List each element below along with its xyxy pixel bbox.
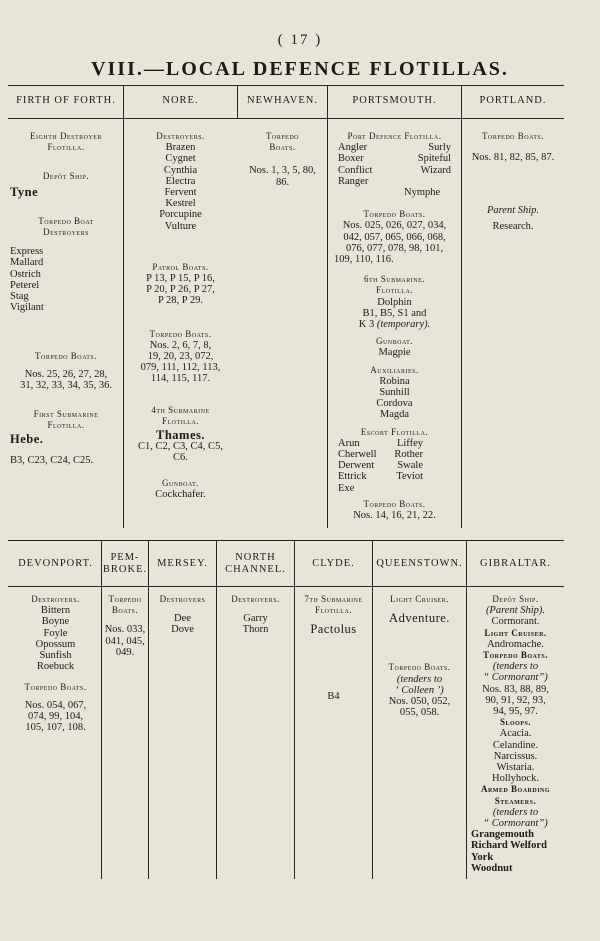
ship-name: Roebuck: [36, 661, 75, 673]
page-title: VIII.—LOCAL DEFENCE FLOTILLAS.: [91, 58, 509, 80]
section-heading: Torpedo Boats.: [482, 650, 549, 661]
boat-numbers: C6.: [173, 452, 188, 464]
boat-numbers: 055, 058.: [399, 707, 440, 719]
section-heading: Destroyers.: [231, 594, 280, 604]
header-north-line: CHANNEL.: [225, 564, 286, 575]
ship-name: Cormorant.: [491, 616, 540, 628]
nore-column: [124, 131, 237, 500]
section-heading: Torpedo Boats.: [149, 328, 212, 339]
ship-name: Brazen: [165, 142, 196, 154]
header-pembroke: [102, 552, 148, 576]
boat-numbers: Nos. 1, 3, 5, 80,: [249, 165, 316, 177]
section-heading: Patrol Boats.: [152, 261, 209, 272]
ship-name: Ranger: [338, 175, 369, 187]
ship-pair: [328, 471, 461, 482]
clyde-column: [295, 594, 372, 702]
section-heading: Parent Ship.: [486, 205, 540, 217]
section-heading: Gunboat.: [161, 477, 200, 488]
ship-pair: [328, 165, 461, 176]
note: “ Cormorant”): [483, 818, 548, 830]
section-heading: Flotilla.: [375, 285, 414, 296]
boat-numbers: C1, C2, C3, C4, C5,: [138, 441, 223, 453]
ship-name: Porcupine: [159, 209, 202, 221]
portsmouth-column: [328, 131, 461, 521]
ship-name: Hebe.: [10, 432, 44, 447]
section-heading: Torpedo Boat: [38, 215, 94, 226]
boat-number: K 3: [358, 319, 375, 331]
ship-name: Mallard: [10, 257, 44, 269]
note: “ Cormorant”): [483, 672, 548, 684]
ship-name: Spiteful: [417, 153, 451, 165]
ship-name: Swale: [397, 460, 423, 472]
ship-name: Express: [10, 246, 44, 258]
note: (temporary).: [376, 319, 431, 331]
ship-name: Wizard: [420, 164, 451, 176]
col-divider: [216, 541, 217, 879]
ship-name: Magda: [379, 409, 410, 421]
ship-name: Celandine.: [492, 739, 539, 751]
ship-name: Opossum: [35, 638, 76, 650]
note: ‘ Colleen ’): [395, 684, 444, 696]
ship-name: Arun: [338, 437, 360, 449]
section-heading: Torpedo: [108, 594, 142, 604]
section-heading: Torpedo Boats.: [34, 351, 97, 362]
ship-name: Hollyhock.: [492, 773, 539, 785]
ship-name: Dolphin: [377, 296, 412, 308]
ship-name: Dee: [174, 613, 191, 625]
ship-name: Magpie: [378, 347, 411, 359]
ship-pair: [328, 438, 461, 449]
ship-name: Vulture: [164, 220, 197, 232]
ship-name: Wistaria.: [496, 762, 535, 774]
ship-name: Sunhill: [379, 387, 410, 399]
ship-name: Cygnet: [165, 153, 196, 165]
ship-name: Derwent: [338, 460, 375, 472]
ship-name: Boxer: [338, 153, 364, 165]
ship-name: Woodnut: [471, 862, 513, 874]
section-heading: Escort Flotilla.: [360, 426, 429, 437]
ship-name: Cynthia: [163, 164, 198, 176]
section-heading: 6th Submarine.: [363, 274, 425, 285]
ship-name: Tyne: [10, 184, 39, 199]
page-number: ( 17 ): [277, 32, 323, 48]
devonport-column: [10, 594, 101, 733]
ship-pair: [328, 153, 461, 164]
boat-numbers: P 20, P 26, P 27,: [146, 284, 215, 296]
north-channel-column: [217, 594, 294, 636]
section-heading: Destroyers: [159, 594, 206, 604]
boat-numbers: 079, 111, 112, 113,: [140, 362, 221, 374]
boat-numbers: Nos. 25, 26, 27, 28,: [24, 368, 108, 380]
section-heading: 4th Submarine: [151, 404, 210, 415]
section-heading: Auxiliaries.: [370, 364, 419, 375]
section-heading: Flotilla.: [314, 605, 353, 616]
note: (Parent Ship).: [485, 605, 546, 617]
boat-numbers: 109, 110, 116.: [334, 254, 394, 266]
ship-name: Ettrick: [338, 471, 367, 483]
ship-name: Surly: [428, 142, 451, 154]
col-divider: [101, 541, 102, 879]
section-heading: 7th Submarine: [304, 594, 363, 604]
ship-pair: [328, 142, 461, 153]
section-heading: Boats.: [269, 142, 296, 153]
section-heading: Boats.: [111, 605, 139, 616]
ship-name: Angler: [338, 142, 368, 154]
note: (tenders to: [492, 661, 539, 673]
section-heading: Steamers.: [494, 795, 537, 806]
gibraltar-column: [467, 594, 564, 874]
header-devonport: DEVONPORT.: [18, 558, 93, 569]
header-nore: NORE.: [162, 95, 199, 106]
boat-numbers: B1, B5, S1 and: [362, 307, 427, 319]
section-heading: Torpedo Boats.: [481, 131, 544, 141]
ship-name: Fervent: [164, 187, 197, 199]
boat-numbers: 94, 95, 97.: [493, 706, 538, 718]
section-heading: Destroyers.: [31, 594, 80, 604]
boat-numbers: [328, 319, 461, 330]
ship-name: Garry: [243, 613, 268, 625]
ship-name: Rother: [394, 449, 423, 461]
ship-name: York: [471, 851, 494, 863]
header-pembroke-line: PEM-: [110, 552, 140, 563]
note: (tenders to: [396, 673, 443, 685]
ship-name: Vigilant: [10, 302, 44, 314]
ship-name: Thames.: [156, 428, 205, 443]
boat-numbers: Nos. 83, 88, 89,: [482, 683, 549, 695]
boat-numbers: Nos. 033,: [104, 624, 146, 636]
boat-numbers: Nos. 025, 026, 027, 034,: [342, 220, 447, 232]
boat-numbers: 105, 107, 108.: [25, 722, 86, 734]
col-divider: [148, 541, 149, 879]
section-heading: Light Cruiser.: [484, 627, 547, 638]
section-heading: Flotilla.: [161, 415, 200, 426]
ship-name: Narcissus.: [493, 750, 538, 762]
boat-numbers: 041, 045,: [105, 635, 145, 647]
ship-name: Bittern: [40, 605, 71, 617]
ship-name: Boyne: [41, 616, 70, 628]
section-heading: Armed Boarding: [480, 784, 551, 795]
boat-numbers: Nos. 14, 16, 21, 22.: [353, 510, 436, 522]
ship-name: Nymphe: [404, 187, 441, 199]
ship-pair: [328, 460, 461, 471]
ship-name: Pactolus: [310, 622, 357, 637]
ship-name: Ostrich: [10, 268, 41, 280]
depot-ship-heading: Depôt Ship.: [42, 171, 90, 182]
ship-name: Liffey: [396, 437, 423, 449]
ship-name: Grangemouth: [471, 829, 534, 841]
section-heading: Torpedo Boats.: [363, 209, 426, 220]
boat-numbers: Nos. 81, 82, 85, 87.: [471, 152, 555, 164]
boat-numbers: B3, C23, C24, C25.: [10, 454, 94, 466]
boat-numbers: 19, 20, 23, 072,: [147, 351, 214, 363]
header-portland: PORTLAND.: [479, 95, 547, 106]
ship-name: Robina: [379, 375, 410, 387]
header-pembroke-line: BROKE.: [102, 564, 148, 575]
section-heading: Torpedo Boats.: [388, 662, 451, 673]
ship-name: Richard Welford: [471, 840, 547, 852]
boat-numbers: 049.: [115, 646, 135, 658]
mersey-column: [149, 594, 216, 636]
boat-numbers: 90, 91, 92, 93,: [485, 694, 546, 706]
ship-name: Peterel: [10, 279, 40, 291]
section-heading: Gunboat.: [375, 336, 414, 347]
ship-name: Exe: [338, 482, 355, 494]
ship-name: Electra: [165, 175, 196, 187]
boat-numbers: Nos. 050, 052,: [388, 696, 451, 708]
boat-numbers: 074, 99, 104,: [27, 710, 84, 722]
boat-numbers: 042, 057, 065, 066, 068,: [343, 231, 446, 243]
boat-numbers: P 28, P 29.: [157, 295, 204, 307]
section-heading: Flotilla.: [47, 420, 85, 431]
bottom-header-rule: [8, 586, 564, 587]
header-mersey: MERSEY.: [157, 558, 208, 569]
top-header-rule: [8, 118, 564, 119]
boat-numbers: B4: [327, 690, 340, 702]
table-top-rule: [8, 85, 564, 86]
firth-column: [10, 131, 122, 466]
section-heading: Torpedo Boats.: [363, 498, 426, 509]
section-heading: First Submarine: [33, 409, 99, 420]
ship-name: Andromache.: [487, 638, 544, 650]
ship-name: Conflict: [338, 164, 373, 176]
ship-name: Dove: [171, 624, 194, 636]
flotilla-heading: Eighth Destroyer: [30, 131, 102, 141]
ship-name: Research.: [492, 220, 534, 232]
ship-name: Acacia.: [499, 728, 532, 740]
header-firth-of-forth: FIRTH OF FORTH.: [16, 95, 116, 106]
note: (tenders to: [492, 806, 539, 818]
table-top-rule: [8, 540, 564, 541]
ship-name: Cockchafer.: [155, 488, 206, 500]
boat-numbers: 86.: [275, 176, 290, 188]
header-clyde: CLYDE.: [312, 558, 355, 569]
header-queenstown: QUEENSTOWN.: [376, 558, 463, 569]
ship-name: Cherwell: [338, 449, 377, 461]
section-heading: Torpedo: [265, 131, 299, 141]
ship-name: Thorn: [242, 624, 269, 636]
section-heading: Port Defence Flotilla.: [347, 131, 442, 141]
ship-name: Kestrel: [165, 198, 196, 210]
header-portsmouth: PORTSMOUTH.: [352, 95, 437, 106]
ship-name: Sunfish: [39, 650, 72, 662]
header-north-line: NORTH: [235, 552, 276, 563]
flotilla-heading: Flotilla.: [47, 142, 85, 153]
newhaven-column: [238, 131, 327, 188]
ship-name: Teviot: [396, 471, 423, 483]
header-gibraltar: GIBRALTAR.: [480, 558, 551, 569]
boat-numbers: 114, 115, 117.: [150, 373, 211, 385]
portland-column: [462, 131, 564, 232]
ship-name: Cordova: [376, 398, 413, 410]
col-divider: [294, 541, 295, 879]
boat-numbers: P 13, P 15, P 16,: [146, 273, 215, 285]
section-heading: Sloops.: [499, 717, 532, 728]
boat-numbers: 076, 077, 078, 98, 101,: [345, 242, 444, 254]
header-north-channel: [217, 552, 294, 576]
boat-numbers: Nos. 2, 6, 7, 8,: [149, 339, 212, 351]
ship-name: Foyle: [43, 627, 68, 639]
header-newhaven: NEWHAVEN.: [247, 95, 318, 106]
ship-name: Adventure.: [389, 611, 450, 626]
section-heading: Torpedo Boats.: [24, 682, 87, 693]
boat-numbers: Nos. 054, 067,: [24, 699, 87, 711]
section-heading: Destroyers.: [156, 131, 205, 141]
pembroke-column: [102, 594, 148, 658]
queenstown-column: [373, 594, 466, 718]
ship-pair: [328, 449, 461, 460]
section-heading: Light Cruiser.: [390, 594, 449, 604]
ship-name: Stag: [10, 291, 29, 303]
boat-numbers: 31, 32, 33, 34, 35, 36.: [20, 379, 112, 391]
section-heading: Depôt Ship.: [492, 594, 539, 604]
section-heading: Destroyers: [43, 227, 89, 238]
